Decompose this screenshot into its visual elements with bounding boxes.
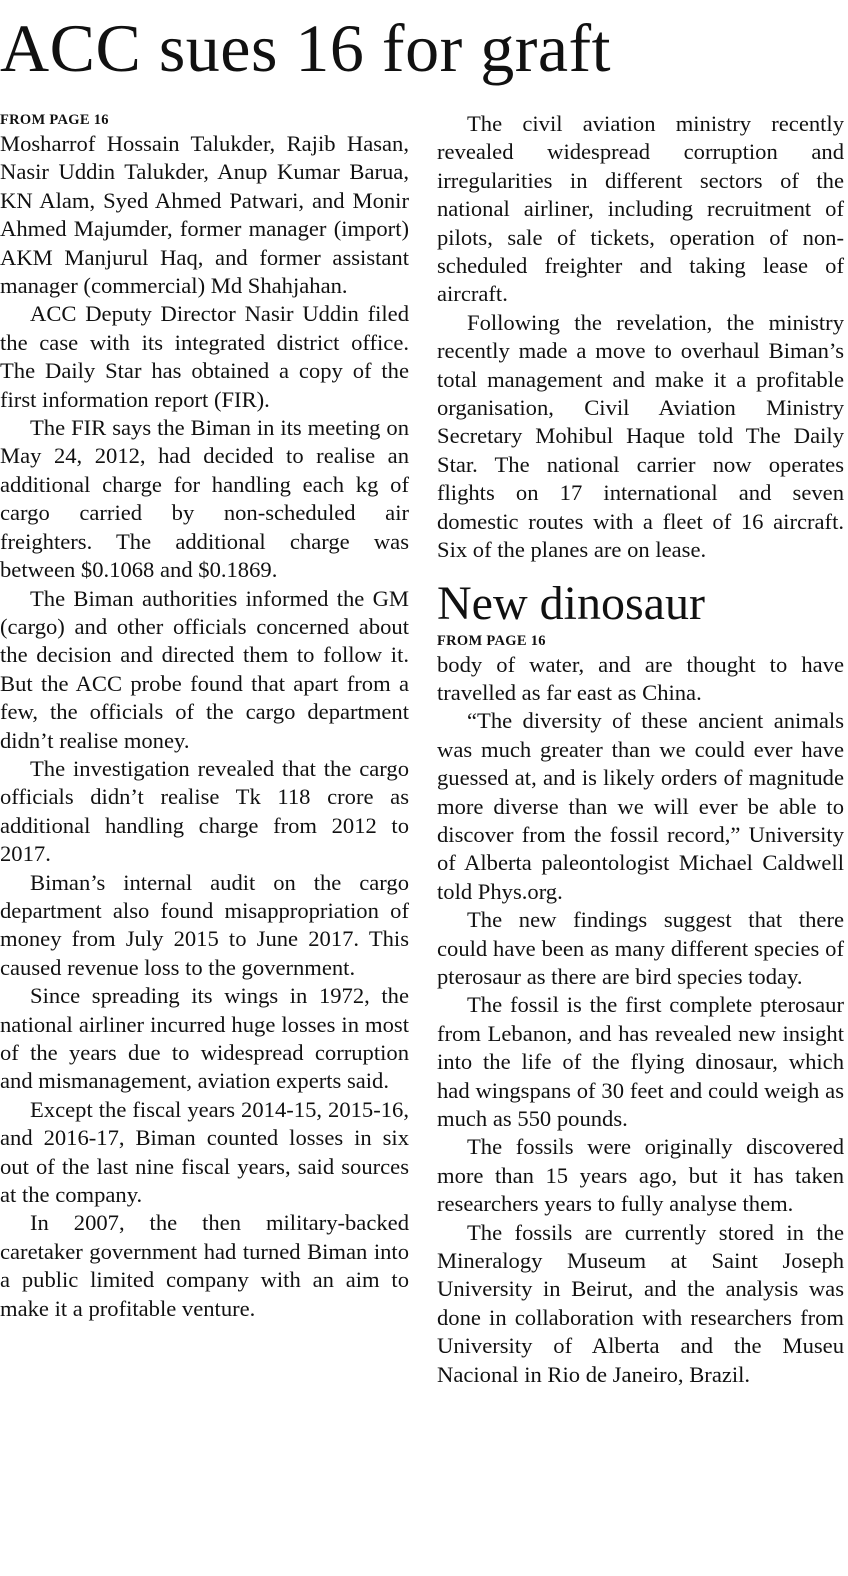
article-paragraph: The FIR says the Biman in its meeting on May 24, 2012, had decided to realise an additional charge for handling each kg of cargo carried by non-scheduled air freighters. The additional charge was between $0.1068 and $0.1869. [0,415,409,583]
article-paragraph: The Biman authorities informed the GM (cargo) and other officials concerned about the decision and directed them to follow it. But the ACC probe found that apart from a few, the officials of the cargo department didn’t realise money. [0,585,409,753]
article-paragraph: Since spreading its wings in 1972, the national airliner incurred huge losses in most of the years due to widespread corruption and mismanagement, aviation experts said. [0,983,409,1094]
article-paragraph: Following the revelation, the ministry recently made a move to overhaul Biman’s total management and make it a profitable organisation, Civil Aviation Ministry Secretary Mohibul Haque told The Daily Star. The national carrier now operates flights on 17 international and seven domestic routes with a fleet of 16 aircraft. Six of the planes are on lease. [437,309,844,563]
article-paragraph: ACC Deputy Director Nasir Uddin filed the case with its integrated district office. The Daily Star has obtained a copy of the first information report (FIR). [0,301,409,412]
dinosaur-headline: New dinosaur [437,576,705,630]
article-paragraph: body of water, and are thought to have travelled as far east as China. [437,651,844,705]
article-paragraph: The new findings suggest that there could have been as many different species of pterosaur as there are bird species today. [437,907,844,989]
article-paragraph: The civil aviation ministry recently revealed widespread corruption and irregularities in different sectors of the national airliner, including recruitment of pilots, sale of tickets, operation of non-scheduled freighter and taking lease of aircraft. [437,111,844,307]
right-column [437,110,844,1389]
article-paragraph: Biman’s internal audit on the cargo department also found misappropriation of money from July 2015 to June 2017. This caused revenue loss to the government. [0,869,409,980]
headline: ACC sues 16 for graft [0,10,612,86]
article-paragraph: The investigation revealed that the cargo officials didn’t realise Tk 118 crore as additional handling charge from 2012 to 2017. [0,755,409,867]
article-paragraph: In 2007, the then military-backed caretaker government had turned Biman into a public limited company with an aim to make it a profitable venture. [0,1210,409,1321]
article-paragraph: The fossils were originally discovered more than 15 years ago, but it has taken researchers years to fully analyse them. [437,1134,844,1217]
from-page-label: FROM PAGE 16 [0,112,109,128]
left-column [0,110,409,1323]
article-paragraph: The fossils are currently stored in the Mineralogy Museum at Saint Joseph University in Beirut, and the analysis was done in collaboration with researchers from University of Alberta and the Museu Nacional in Rio de Janeiro, Brazil. [437,1219,844,1387]
article-paragraph: The fossil is the first complete pterosaur from Lebanon, and has revealed new insight into the life of the flying dinosaur, which had wingspans of 30 feet and could weigh as much as 550 pounds. [437,992,844,1131]
article-paragraph: “The diversity of these ancient animals was much greater than we could ever have guessed at, and is likely orders of magnitude more diverse than we will ever be able to discover from the fossil record,” University of Alberta paleontologist Michael Caldwell told Phys.org. [437,708,844,904]
article-paragraph: Mosharrof Hossain Talukder, Rajib Hasan, Nasir Uddin Talukder, Anup Kumar Barua, KN Alam, Syed Ahmed Patwari, and Monir Ahmed Majumder, former manager (import) AKM Manjurul Haq, and former assistant manager (commercial) Md Shahjahan. [0,131,409,299]
from-page-label: FROM PAGE 16 [437,632,546,649]
article-paragraph: Except the fiscal years 2014-15, 2015-16, and 2016-17, Biman counted losses in six out of the last nine fiscal years, said sources at the company. [0,1096,409,1208]
